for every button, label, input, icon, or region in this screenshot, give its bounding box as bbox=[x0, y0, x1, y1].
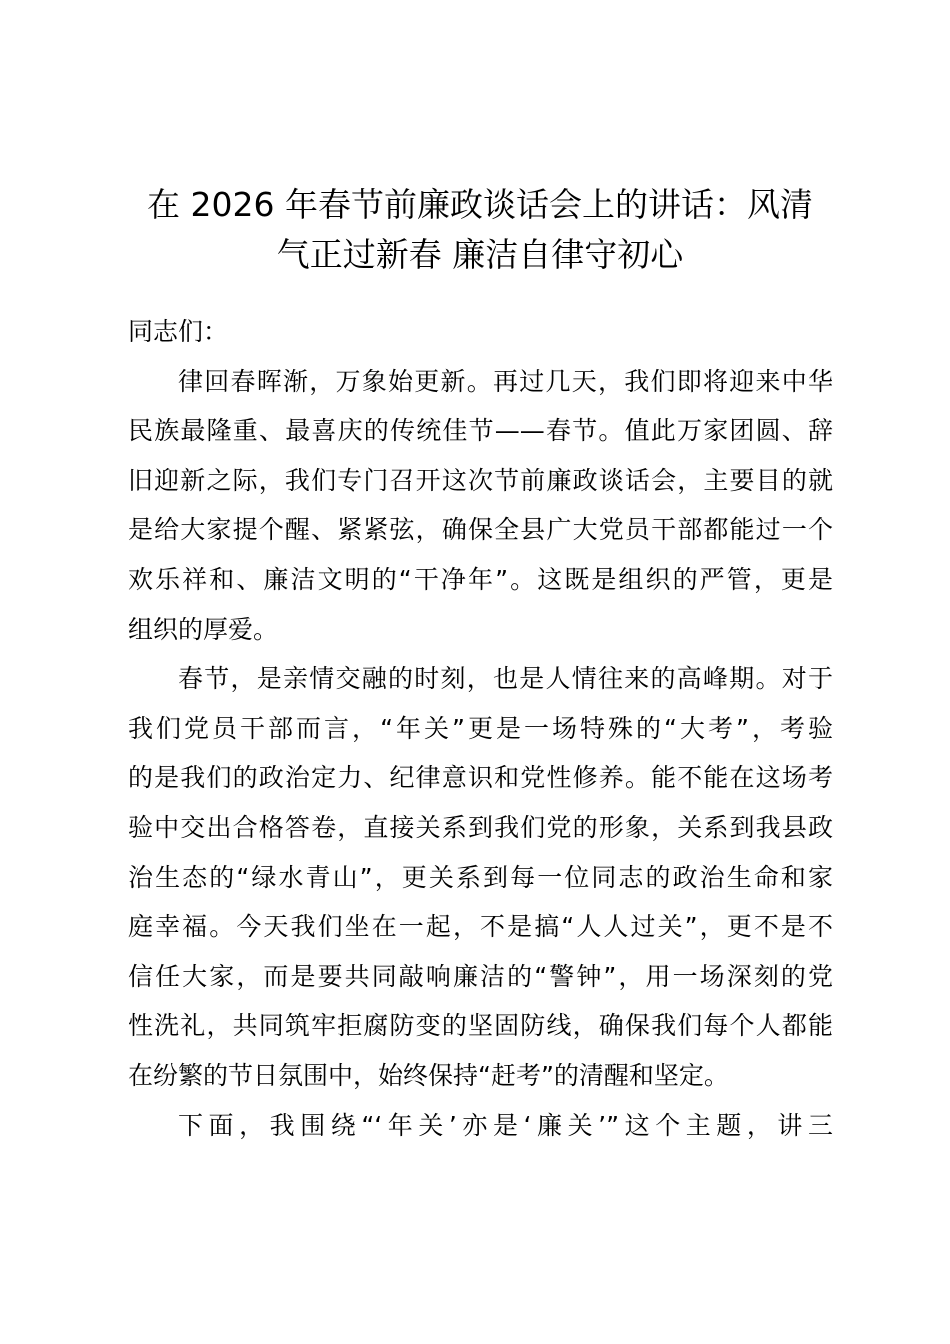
paragraph-line: 律回春晖渐，万象始更新。再过几天，我们即将迎来中华 bbox=[178, 366, 833, 396]
paragraph-1 bbox=[128, 357, 833, 655]
title-line-2: 气正过新春 廉洁自律守初心 bbox=[276, 235, 684, 274]
salutation: 同志们： bbox=[128, 317, 229, 346]
paragraph-line: 我们党员干部而言，“年关”更是一场特殊的“大考”，考验 bbox=[128, 713, 833, 743]
paragraph-line: 的是我们的政治定力、纪律意识和党性修养。能不能在这场考 bbox=[128, 763, 833, 793]
paragraph-line: 在纷繁的节日氛围中，始终保持“赶考”的清醒和坚定。 bbox=[128, 1060, 729, 1090]
paragraph-line: 治生态的“绿水青山”，更关系到每一位同志的政治生命和家 bbox=[128, 862, 833, 892]
paragraph-line: 验中交出合格答卷，直接关系到我们党的形象，关系到我县政 bbox=[128, 812, 833, 842]
paragraph-line: 组织的厚爱。 bbox=[128, 614, 279, 644]
paragraph-line: 民族最隆重、最喜庆的传统佳节——春节。值此万家团圆、辞 bbox=[128, 416, 833, 446]
paragraph-line: 性洗礼，共同筑牢拒腐防变的坚固防线，确保我们每个人都能 bbox=[128, 1011, 833, 1041]
paragraph-line: 庭幸福。今天我们坐在一起，不是搞“人人过关”，更不是不 bbox=[128, 912, 833, 942]
paragraph-line: 信任大家，而是要共同敲响廉洁的“警钟”，用一场深刻的党 bbox=[128, 961, 833, 991]
title-line-1: 在 2026 年春节前廉政谈话会上的讲话：风清 bbox=[147, 185, 813, 224]
paragraph-line: 旧迎新之际，我们专门召开这次节前廉政谈话会，主要目的就 bbox=[128, 465, 833, 495]
paragraph-line: 下面，我围绕“‘年关’亦是‘廉关’”这个主题，讲三 bbox=[178, 1110, 833, 1140]
paragraph-line: 是给大家提个醒、紧紧弦，确保全县广大党员干部都能过一个 bbox=[128, 515, 833, 545]
paragraph-line: 欢乐祥和、廉洁文明的“干净年”。这既是组织的严管，更是 bbox=[128, 564, 833, 594]
paragraph-2 bbox=[128, 654, 833, 1100]
document-body bbox=[128, 307, 833, 1150]
paragraph-3 bbox=[128, 1101, 833, 1151]
paragraph-line: 春节，是亲情交融的时刻，也是人情往来的高峰期。对于 bbox=[178, 664, 833, 694]
document-title bbox=[120, 180, 840, 280]
